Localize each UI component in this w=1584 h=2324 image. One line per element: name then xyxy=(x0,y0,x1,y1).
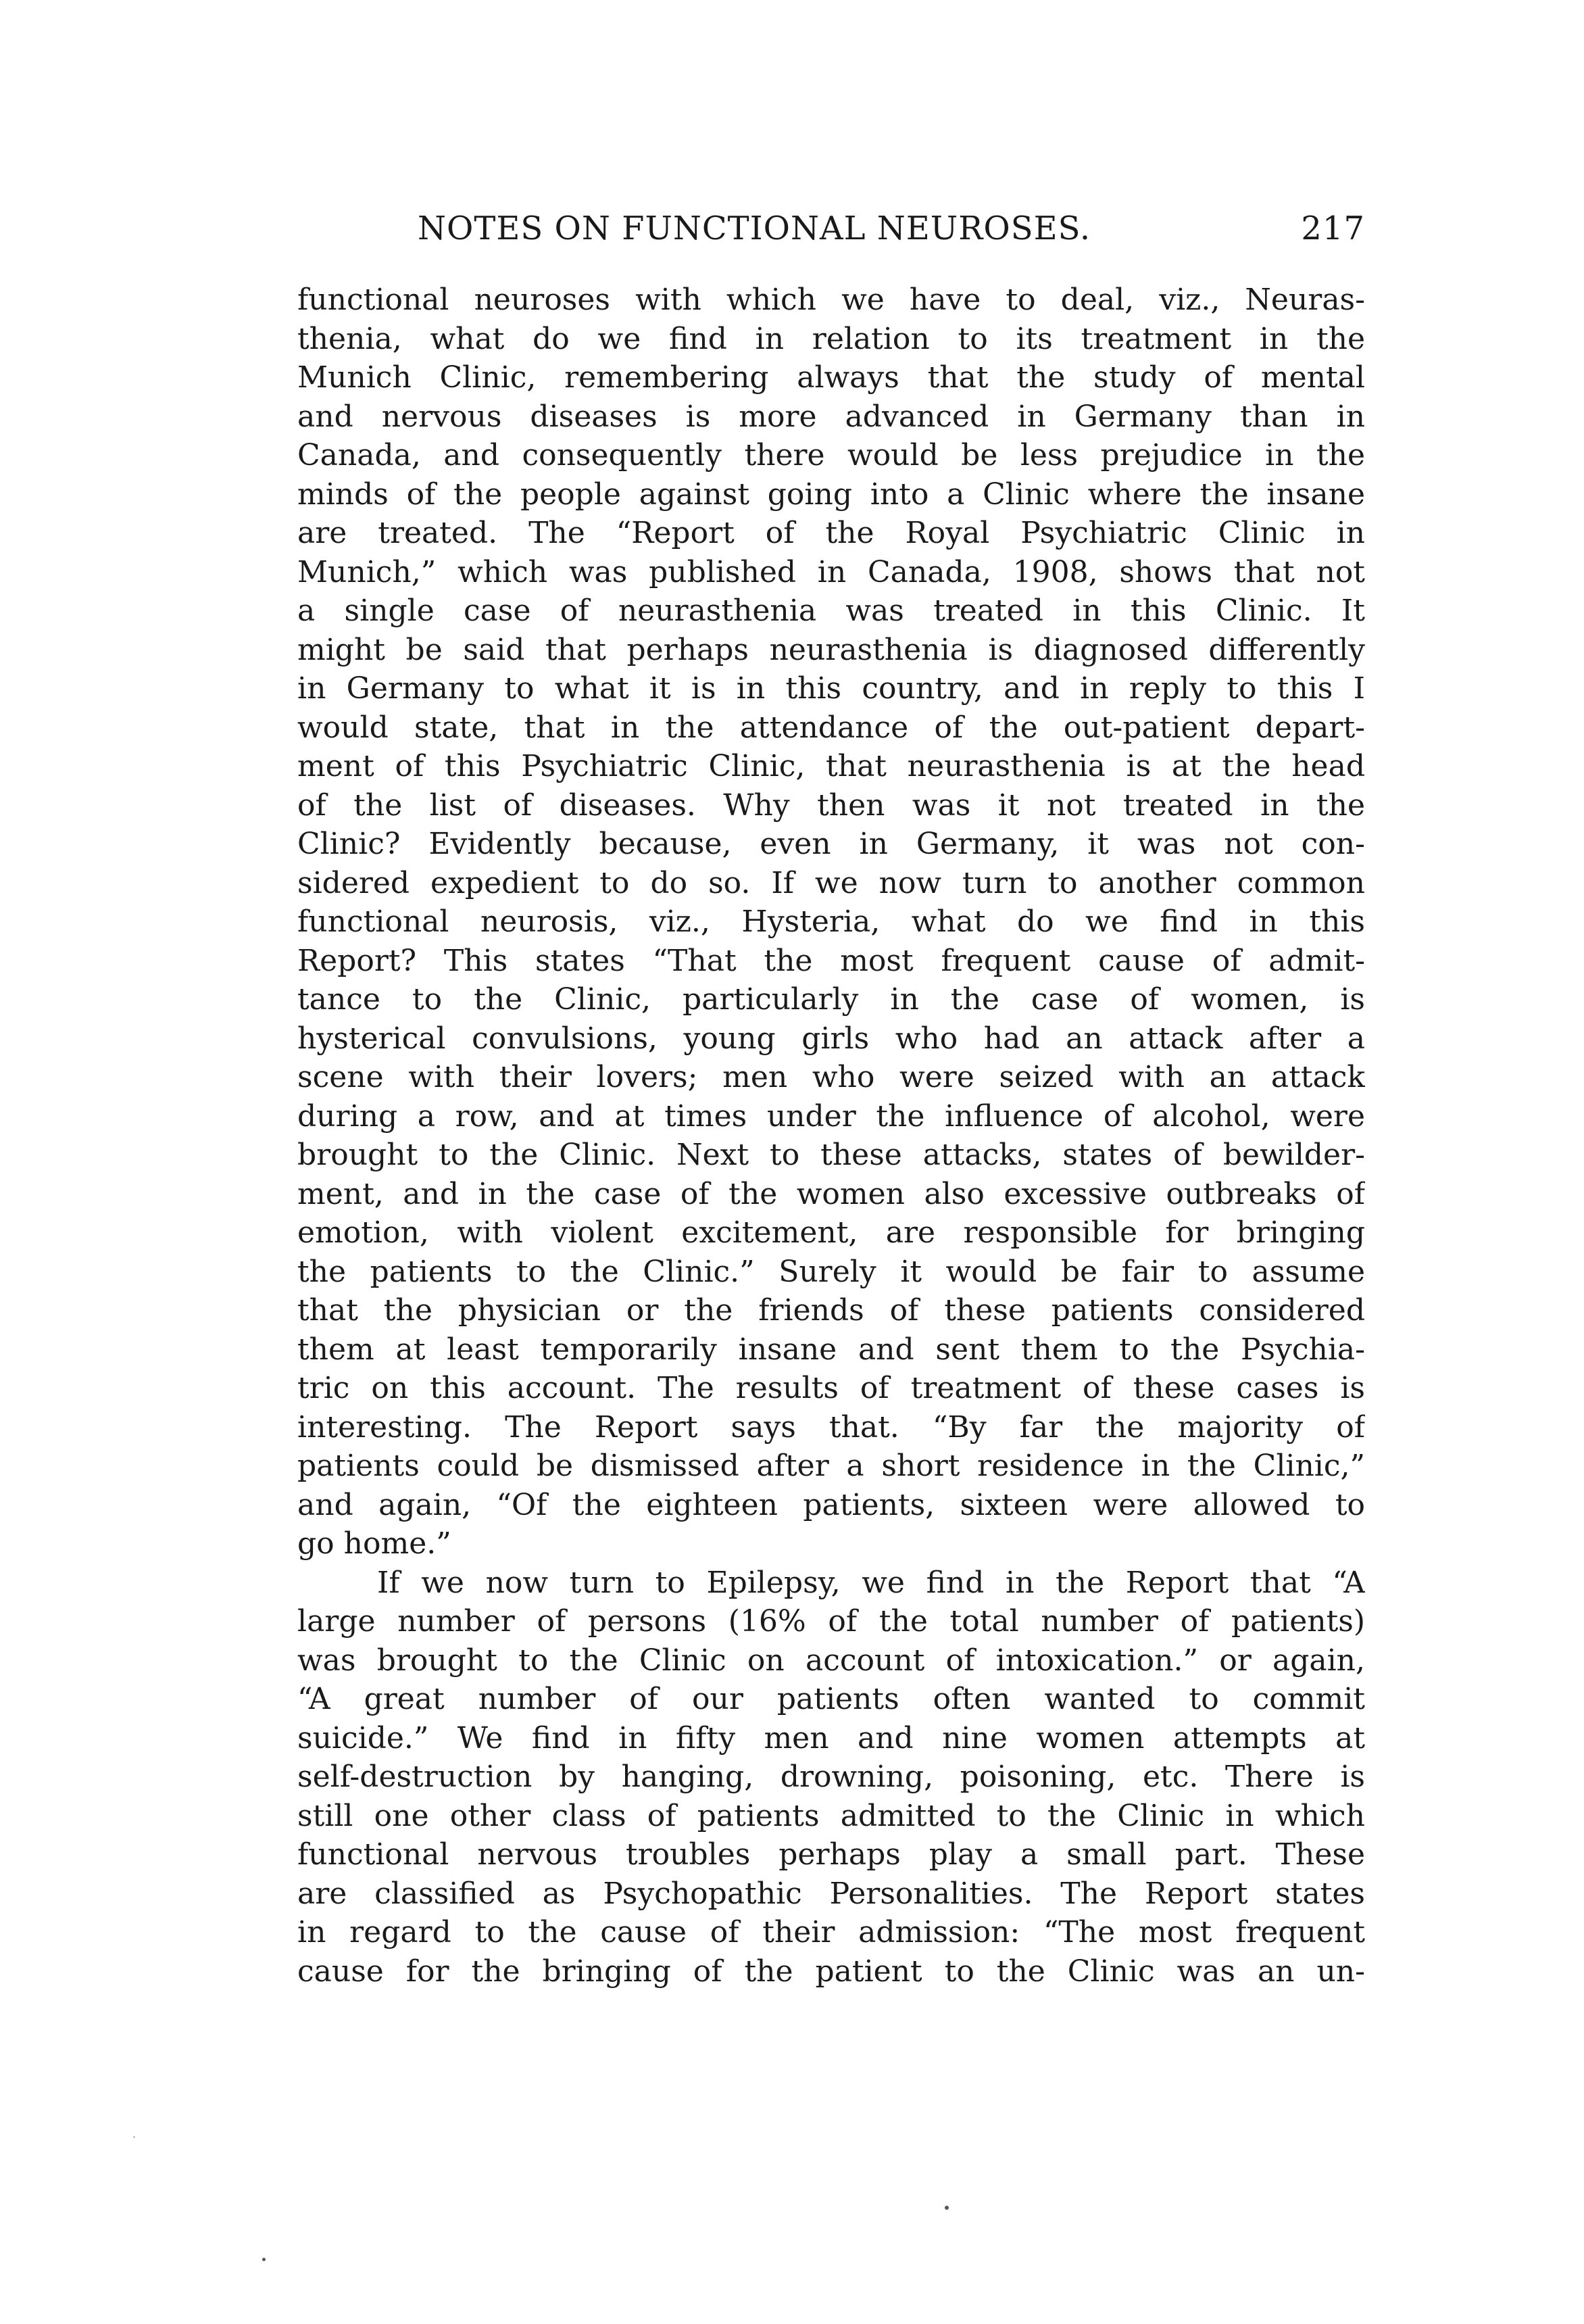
paragraph-2 xyxy=(297,1564,1365,1991)
text-line: suicide.” We find in fifty men and nine women attempts at xyxy=(297,1720,1365,1756)
paragraph-1 xyxy=(297,281,1365,1564)
text-line: If we now turn to Epilepsy, we find in the Report that “A xyxy=(377,1565,1365,1600)
text-line: Munich,” which was published in Canada, 1908, shows that not xyxy=(297,554,1365,589)
text-line: still one other class of patients admitted to the Clinic in which xyxy=(297,1798,1365,1833)
text-line: them at least temporarily insane and sent them to the Psychia- xyxy=(297,1332,1365,1367)
text-line: Report? This states “That the most frequent cause of admit- xyxy=(297,943,1365,978)
text-line: Canada, and consequently there would be less prejudice in the xyxy=(297,438,1365,473)
text-line: sidered expedient to do so. If we now turn to another common xyxy=(297,865,1365,900)
text-line: tric on this account. The results of treatment of these cases is xyxy=(297,1371,1365,1405)
text-line: and again, “Of the eighteen patients, sixteen were allowed to xyxy=(297,1487,1365,1522)
text-line: a single case of neurasthenia was treated in this Clinic. It xyxy=(297,594,1365,628)
page-number: 217 xyxy=(1301,210,1365,247)
text-line: patients could be dismissed after a short residence in the Clinic,” xyxy=(297,1449,1365,1483)
text-line: tance to the Clinic, particularly in the case of women, is xyxy=(297,982,1365,1017)
text-line: in Germany to what it is in this country, and in reply to this I xyxy=(297,671,1365,706)
text-line: Clinic? Evidently because, even in Germany, it was not con- xyxy=(297,827,1365,861)
text-line: emotion, with violent excitement, are responsible for bringing xyxy=(297,1215,1365,1250)
text-line: go home.” xyxy=(297,1526,451,1561)
text-line: was brought to the Clinic on account of intoxication.” or again, xyxy=(297,1643,1365,1678)
text-line: large number of persons (16% of the total number of patients) xyxy=(297,1604,1365,1639)
text-line: hysterical convulsions, young girls who had an attack after a xyxy=(297,1021,1365,1056)
text-line: ment, and in the case of the women also excessive outbreaks of xyxy=(297,1176,1365,1211)
scan-speck xyxy=(133,2136,135,2138)
text-line: and nervous diseases is more advanced in Germany than in xyxy=(297,399,1365,434)
text-line: cause for the bringing of the patient to the Clinic was an un- xyxy=(297,1954,1365,1989)
text-line: might be said that perhaps neurasthenia is diagnosed differently xyxy=(297,632,1365,667)
text-line: in regard to the cause of their admission: “The most frequent xyxy=(297,1915,1365,1950)
scan-speck xyxy=(262,2258,266,2261)
text-line: brought to the Clinic. Next to these attacks, states of bewilder- xyxy=(297,1138,1365,1172)
text-line: self-destruction by hanging, drowning, poisoning, etc. There is xyxy=(297,1760,1365,1794)
text-line: functional neuroses with which we have to deal, viz., Neuras- xyxy=(297,283,1365,317)
text-line: during a row, and at times under the influence of alcohol, were xyxy=(297,1098,1365,1134)
body-text xyxy=(297,281,1365,1991)
text-line: that the physician or the friends of these patients considered xyxy=(297,1293,1365,1328)
text-line: minds of the people against going into a Clinic where the insane xyxy=(297,477,1365,512)
text-line: thenia, what do we find in relation to its treatment in the xyxy=(297,321,1365,356)
text-line: are treated. The “Report of the Royal Psychiatric Clinic in xyxy=(297,516,1365,550)
scan-speck xyxy=(945,2206,949,2210)
text-line: are classified as Psychopathic Personalities. The Report states xyxy=(297,1876,1365,1911)
text-line: the patients to the Clinic.” Surely it would be fair to assume xyxy=(297,1254,1365,1289)
text-line: “A great number of our patients often wanted to commit xyxy=(297,1682,1365,1716)
text-line: interesting. The Report says that. “By far the majority of xyxy=(297,1409,1365,1445)
text-line: of the list of diseases. Why then was it not treated in the xyxy=(297,788,1365,823)
running-title: NOTES ON FUNCTIONAL NEUROSES. xyxy=(418,210,1091,247)
text-line: scene with their lovers; men who were seized with an attack xyxy=(297,1060,1365,1094)
running-head xyxy=(297,210,1365,257)
text-line: ment of this Psychiatric Clinic, that neurasthenia is at the head xyxy=(297,749,1365,783)
text-line: Munich Clinic, remembering always that the study of mental xyxy=(297,360,1365,395)
text-line: functional neurosis, viz., Hysteria, what do we find in this xyxy=(297,904,1365,939)
text-line: functional nervous troubles perhaps play a small part. These xyxy=(297,1837,1365,1872)
text-line: would state, that in the attendance of the out-patient depart- xyxy=(297,710,1365,745)
